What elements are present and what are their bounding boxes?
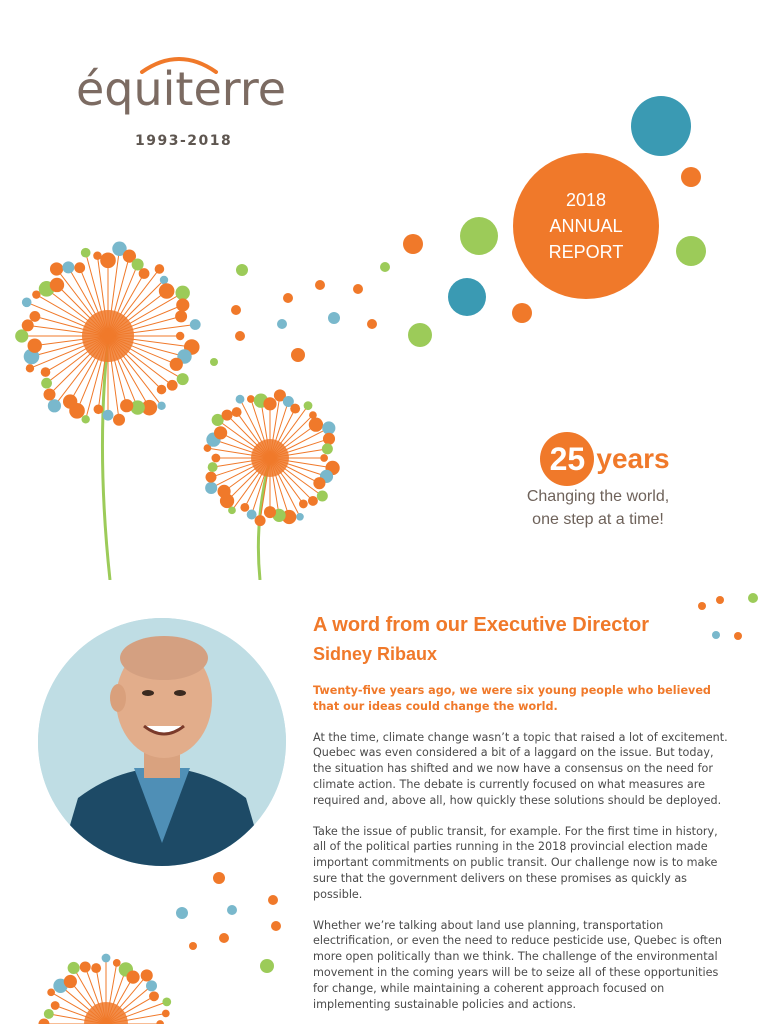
portrait-illustration [38, 618, 286, 866]
director-portrait [38, 618, 286, 866]
report-label-report: REPORT [548, 242, 624, 262]
dandelion-illustration-medium [190, 380, 360, 580]
anniversary-number: 25 [540, 432, 594, 486]
anniversary-word: years [596, 443, 670, 474]
brand-years: 1993-2018 [135, 133, 233, 149]
report-label-annual: ANNUAL [549, 216, 623, 236]
article-paragraph: Whether we’re talking about land use planning, transportation electrification, or even the need to reduce pesticide use, Quebec is often more open politically than we think. The challenge of the environmental movement in the coming years will be to seize all of these opportunities for change, while maintaining a coherent approach focused on implementing sustainable policies and actions. [313, 918, 722, 1011]
article-body [313, 683, 731, 1027]
tagline-line-2: one step at a time! [532, 511, 664, 528]
article-lead-paragraph: Twenty-five years ago, we were six young people who believed that our ideas could change the world. [313, 684, 711, 713]
brand-logo: équiterre [76, 62, 287, 116]
decorative-dots-small [690, 588, 768, 648]
article-title: A word from our Executive Director [313, 614, 649, 636]
dandelion-illustration-bottom [0, 862, 300, 1024]
anniversary-heading [500, 432, 710, 486]
annual-report-badge [513, 153, 659, 299]
tagline [500, 485, 696, 531]
article-author: Sidney Ribaux [313, 644, 438, 664]
article-paragraph: At the time, climate change wasn’t a topic that raised a lot of excitement. Quebec was even considered a bit of a laggard on the issue. But today, the situation has shifted and we now have a consensus on the need for climate action. The debate is currently focused on what measures are required and, above all, how quickly these solutions should be deployed. [313, 730, 728, 807]
article-paragraph: Take the issue of public transit, for example. For the first time in history, all of the political parties running in the 2018 provincial election made important commitments on public transit. Our challenge now is to make sure that the government delivers on these promises as quickly as possible. [313, 824, 718, 901]
tagline-line-1: Changing the world, [526, 488, 670, 505]
report-year: 2018 [565, 190, 607, 210]
